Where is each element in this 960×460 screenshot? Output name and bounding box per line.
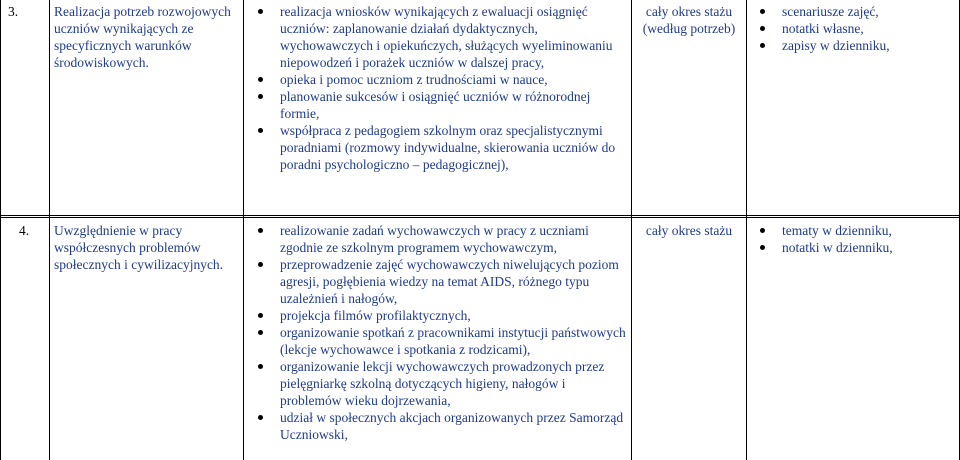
task-cell: Realizacja potrzeb rozwojowych uczniów wynikających ze specyficznych warunków środowiskowych. (54, 4, 231, 70)
evidence-cell (760, 3, 956, 54)
list-item: realizowanie zadań wychowawczych w pracy z uczniami zgodnie ze szkolnym programem wychowawczym, (258, 222, 628, 256)
column-divider (746, 0, 747, 460)
list-item: przeprowadzenie zajęć wychowawczych niwelujących poziom agresji, pogłębienia wiedzy na temat AIDS, różnego typu uzależnień i nałogów, (258, 256, 628, 307)
list-item: realizacja wniosków wynikających z ewaluacji osiągnięć uczniów: zaplanowanie działań dydaktycznych, wychowawczych i opiekuńczych, służących wyeliminowaniu niepowodzeń i porażek uczniów w dalszej pracy, (258, 3, 628, 71)
column-divider (631, 0, 632, 460)
list-item: scenariusze zajęć, (760, 3, 956, 20)
list-item: udział w społecznych akcjach organizowanych przez Samorząd Uczniowski, (258, 409, 628, 443)
evidence-cell (760, 222, 956, 256)
row-divider (0, 217, 960, 218)
list-item: notatki w dzienniku, (760, 239, 956, 256)
list-item: projekcja filmów profilaktycznych, (258, 307, 628, 324)
list-item: opieka i pomoc uczniom z trudnościami w nauce, (258, 71, 628, 88)
list-item: planowanie sukcesów i osiągnięć uczniów w różnorodnej formie, (258, 88, 628, 122)
row-divider (0, 215, 960, 216)
list-item: organizowanie spotkań z pracownikami instytucji państwowych (lekcje wychowawce i spotkania z rodzicami), (258, 324, 628, 358)
table-border-left (0, 0, 1, 460)
list-item: współpraca z pedagogiem szkolnym oraz specjalistycznymi poradniami (rozmowy indywidualne, skierowania uczniów do poradni psychologiczno – pedagogicznej), (258, 122, 628, 173)
term-cell: cały okres stażu (według potrzeb) (642, 4, 736, 36)
list-item: notatki własne, (760, 20, 956, 37)
term-cell: cały okres stażu (645, 223, 733, 238)
column-divider (243, 0, 244, 460)
actions-cell (258, 3, 628, 173)
row-number: 3. (8, 4, 19, 19)
list-item: zapisy w dzienniku, (760, 37, 956, 54)
row-number: 4. (19, 223, 30, 238)
column-divider (49, 0, 50, 460)
list-item: organizowanie lekcji wychowawczych prowadzonych przez pielęgniarkę szkolną dotyczących higieny, nałogów i problemów wieku dojrzewania, (258, 358, 628, 409)
actions-cell (258, 222, 628, 443)
task-cell: Uwzględnienie w pracy współczesnych problemów społecznych i cywilizacyjnych. (54, 223, 224, 272)
list-item: tematy w dzienniku, (760, 222, 956, 239)
